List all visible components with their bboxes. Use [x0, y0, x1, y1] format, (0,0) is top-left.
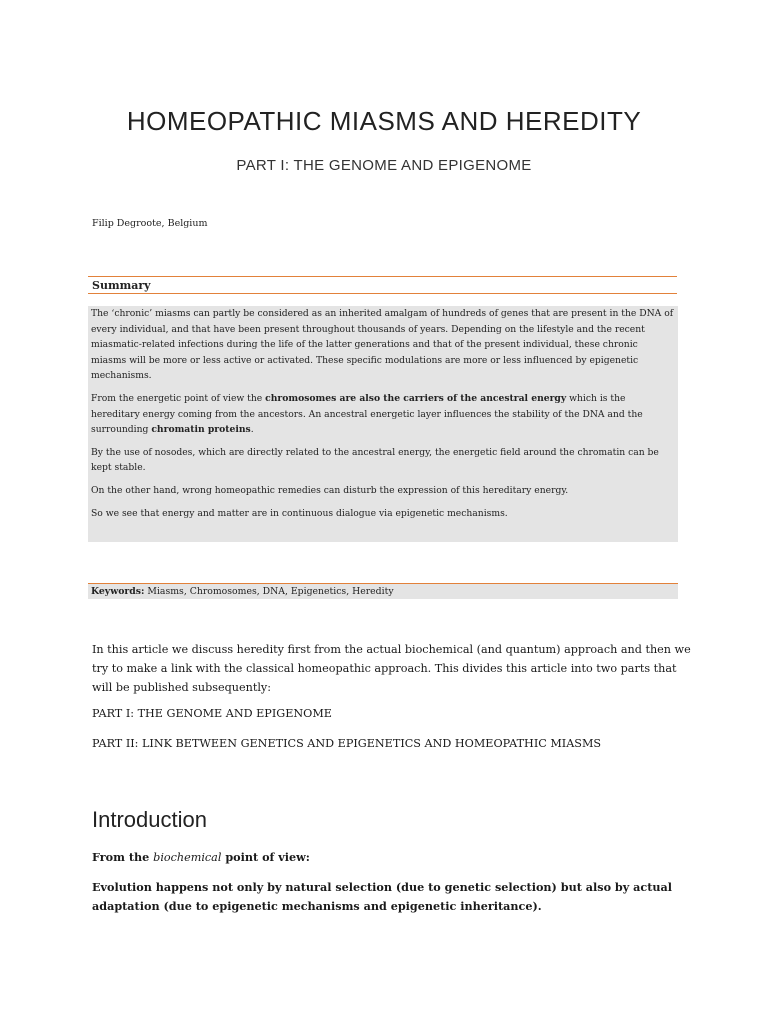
summary-p2-bold: chromosomes are also the carriers of the ancestral energy [265, 392, 567, 404]
part-one-line: PART I: THE GENOME AND EPIGENOME [92, 707, 332, 720]
biochemical-line [92, 850, 310, 864]
keywords-bar [88, 583, 678, 599]
summary-p2-end: . [250, 424, 254, 436]
bio-post: point of view: [221, 850, 310, 864]
bio-pre: From the [92, 850, 154, 864]
summary-heading: Summary [88, 276, 677, 294]
summary-paragraph-1: The ‘chronic’ miasms can partly be considered as an inherited amalgam of hundreds of genes that are present in the DNA of every individual, and that have been present throughout thousands of years. Depending on the lifestyle and the recent miasmatic-related infections during the life of the latter generations and that of the present individual, these chronic miasms will be more or less active or activated. These specific modulations are more or less influenced by epigenetic mechanisms. [91, 308, 674, 382]
author-line: Filip Degroote, Belgium [92, 218, 208, 229]
bio-italic: biochemical [153, 851, 222, 864]
part-two-line: PART II: LINK BETWEEN GENETICS AND EPIGENETICS AND HOMEOPATHIC MIASMS [92, 737, 602, 750]
keywords-value: Miasms, Chromosomes, DNA, Epigenetics, Heredity [144, 586, 394, 597]
summary-p2-mid: which is the hereditary energy coming from the ancestors. An ancestral energetic layer influences the stability of the DNA and the surrounding [91, 392, 643, 436]
summary-p2-text: From the energetic point of view the [91, 392, 266, 404]
summary-paragraph-5: So we see that energy and matter are in continuous dialogue via epigenetic mechanisms. [91, 507, 508, 519]
intro-paragraph-text: In this article we discuss heredity first from the actual biochemical (and quantum) approach and then we try to make a link with the classical homeopathic approach. This divides this article into two parts that will be published subsequently: [92, 643, 691, 694]
intro-paragraph [92, 640, 692, 697]
document-title: HOMEOPATHIC MIASMS AND HEREDITY [126, 106, 642, 136]
summary-paragraph-3: By the use of nosodes, which are directly related to the ancestral energy, the energetic field around the chromatin can be kept stable. [91, 446, 659, 474]
document-subtitle: PART I: THE GENOME AND EPIGENOME [236, 157, 532, 174]
keywords-label: Keywords: [91, 586, 145, 597]
summary-paragraph-2 [91, 391, 674, 438]
introduction-heading: Introduction [92, 807, 207, 832]
summary-paragraph-4: On the other hand, wrong homeopathic remedies can disturb the expression of this hereditary energy. [91, 484, 569, 496]
summary-p2-bold2: chromatin proteins [151, 424, 251, 436]
evolution-paragraph: Evolution happens not only by natural selection (due to genetic selection) but also by actual adaptation (due to epigenetic mechanisms and epigenetic inheritance). [92, 880, 673, 913]
summary-box [88, 306, 678, 542]
